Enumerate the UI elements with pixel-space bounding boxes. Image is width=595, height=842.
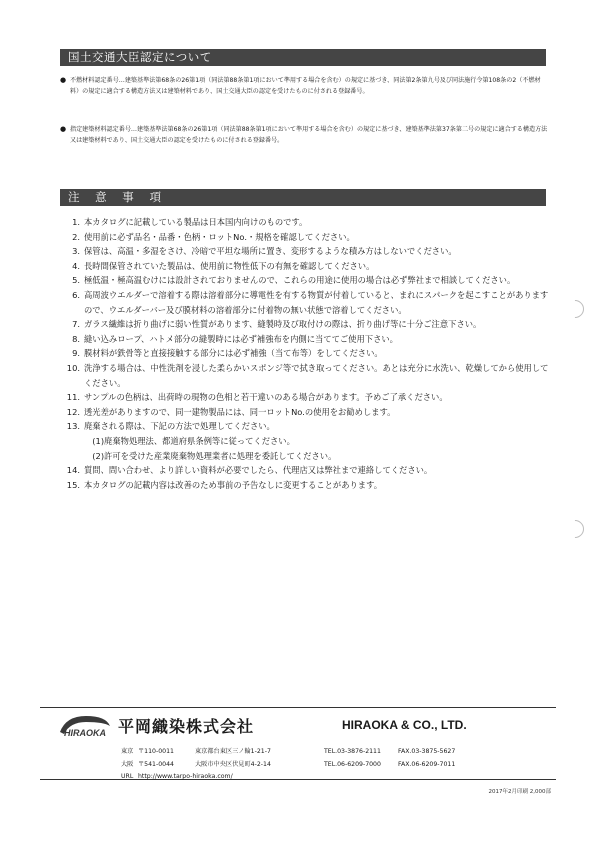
note-item [60,215,552,230]
company-url-link[interactable]: http://www.tarpo-hiraoka.com/ [138,773,233,780]
note-text: 本カタログの記載内容は改善のため事前の予告なしに変更することがあります。 [84,479,383,490]
office-tel: TEL.06-6209-7000 [324,761,381,768]
office-zip: 〒541-0044 [138,761,174,768]
note-item [60,390,552,405]
certification-item [60,124,548,146]
note-number: 13. [66,421,80,432]
note-item [60,259,552,274]
note-item [60,405,552,420]
logo-text: HIRAOKA [64,728,106,738]
bullet-mark: ● [60,125,67,133]
note-item [60,463,552,478]
note-number: 4. [72,260,80,271]
note-item [60,230,552,245]
notes-list [60,215,552,492]
note-text: (1)廃棄物処理法、都道府県条例等に従ってください。 [84,435,295,446]
certification-item-text: 指定建築材料認定番号…建築基準法第68条の26第1項（同法第88条第1項において準用する場合を含む）の規定に基づき、建築基準法第37条第二号の規定に適合する構造方法又は建築材料であり、国土交通大臣の認定を受けたものに付される登録番号。 [70,126,548,145]
note-item [60,244,552,259]
note-text: 本カタログに記載している製品は日本国内向けのものです。 [84,217,308,227]
certification-heading: 国土交通大臣認定について [60,49,546,66]
office-address: 東京都台東区三ノ輪1-21-7 [195,748,271,755]
note-item [60,419,552,434]
office-tokyo [40,746,556,757]
note-item [60,332,552,347]
note-text: 保管は、高温・多湿をさけ、冷暗で平坦な場所に置き、変形するような積み方はしないでください。 [84,246,457,257]
note-number: 11. [66,392,80,403]
note-item [60,273,552,288]
note-item [60,449,552,464]
punch-hole-mark [562,516,587,541]
note-text: 質問、問い合わせ、より詳しい資料が必要でしたら、代理店又は弊社まで連絡してください。 [84,465,433,476]
note-number: 14. [66,465,80,476]
note-item [60,317,552,332]
note-number: 3. [72,246,80,257]
note-item [60,288,552,317]
punch-hole-mark [562,296,587,321]
office-fax: FAX.06-6209-7011 [398,761,456,768]
note-number [60,434,84,449]
note-text: 透光差がありますので、同一建物製品には、同一ロットNo.の使用をお勧めします。 [84,406,396,417]
certification-item-text: 不燃材料認定番号…建築基準法第68条の26第1項（同法第88条第1項において準用する場合を含む）の規定に基づき、同法第2条第九号及び同法施行令第108条の2（不燃材料）の規定に適合する構造方法又は建築材料であり、国土交通大臣の認定を受けたものに付される登録番号。 [70,77,541,96]
note-number [60,449,84,464]
hiraoka-logo-icon [56,712,114,740]
office-address: 大阪市中央区伏見町4-2-14 [195,761,271,768]
note-item [60,434,552,449]
certification-item [60,75,548,97]
url-label: URL [121,773,134,780]
note-text: 縫い込みロープ、ハトメ部分の縫製時には必ず補強布を内側に当ててご使用下さい。 [84,333,398,344]
note-text: 長時間保管されていた製品は、使用前に物性低下の有無を確認してください。 [84,260,375,271]
office-city: 大阪 [121,761,134,768]
office-tel: TEL.03-3876-2111 [324,748,381,755]
bullet-mark: ● [60,76,67,84]
company-name-jp: 平岡織染株式会社 [118,717,255,736]
company-name-en: HIRAOKA & CO., LTD. [342,718,467,732]
note-text: 極低温・極高温むけには設計されておりませんので、これらの用途に使用の場合は必ず弊社まで相談してください。 [84,275,516,286]
company-url-row [40,771,556,782]
note-item [60,361,552,390]
note-number: 12. [66,406,80,417]
office-osaka [40,759,556,770]
note-number: 15. [66,479,80,490]
note-item [60,478,552,493]
office-fax: FAX.03-3875-5627 [398,748,456,755]
print-note: 2017年2月印刷 2,000部 [488,789,551,795]
note-number: 2. [72,231,80,242]
note-text: ガラス繊維は折り曲げに弱い性質があります、縫製時及び取付けの際は、折り曲げ等に十分ご注意下さい。 [84,319,482,330]
note-text: (2)許可を受けた産業廃棄物処理業者に処理を委託してください。 [84,450,337,461]
note-number: 8. [72,333,80,344]
note-number: 9. [72,348,80,359]
note-text: 使用前に必ず品名・品番・色柄・ロットNo.・規格を確認してください。 [84,231,355,242]
note-number: 7. [72,319,80,330]
notes-heading: 注 意 事 項 [60,189,546,206]
note-item [60,346,552,361]
note-number: 1. [72,217,80,227]
company-footer [40,707,556,780]
note-text: サンプルの色柄は、出荷時の現物の色相と若干違いのある場合があります。予めご了承ください。 [84,392,448,403]
note-text: 廃棄される際は、下記の方法で処理してください。 [84,421,275,432]
note-text: 洗浄する場合は、中性洗剤を浸した柔らかいスポンジ等で拭き取ってください。あとは充分に水洗い、乾燥してから使用してください。 [84,362,549,388]
note-text: 高周波ウエルダーで溶着する際は溶着部分に導電性を有する物質が付着していると、まれにスパークを起こすことがありますので、ウエルダーバー及び膜材料の溶着部分に付着物の無い状態で溶着してください。 [84,289,549,315]
office-city: 東京 [121,748,134,755]
office-zip: 〒110-0011 [138,748,174,755]
note-number: 6. [72,289,80,300]
note-number: 10. [66,362,80,373]
note-text: 膜材料が鉄骨等と直接接触する部分には必ず補強（当て布等）をしてください。 [84,348,383,359]
note-number: 5. [72,275,80,286]
